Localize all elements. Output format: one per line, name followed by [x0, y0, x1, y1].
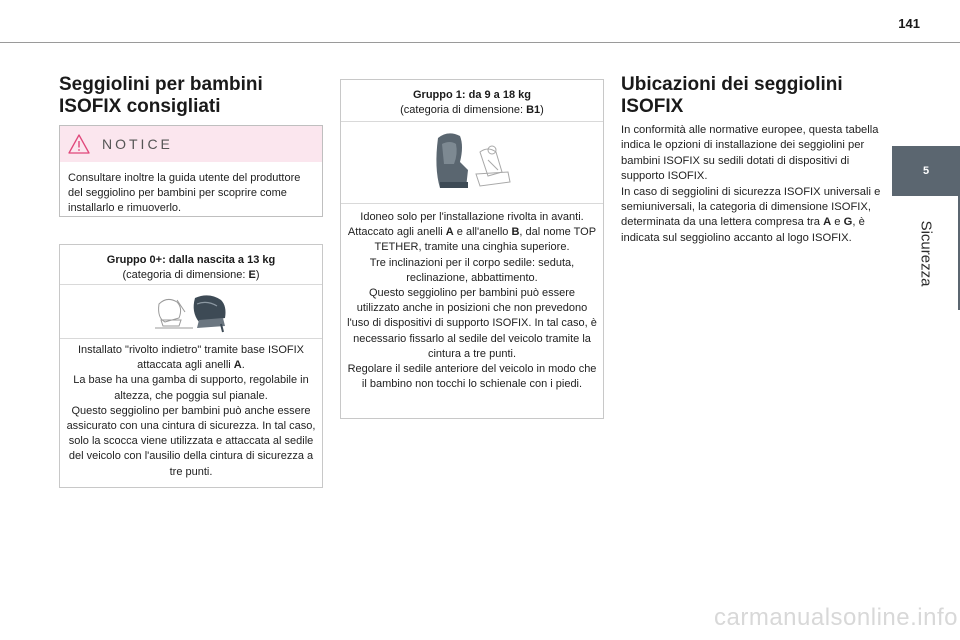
- forward-facing-seat-illustration: [432, 130, 512, 196]
- group1-line4: Questo seggiolino per bambini può essere utilizzato anche in posizioni che non prevedono l'uso di dispositivi di supporto ISOFIX. In tal caso, è necessario fissarlo al sedile del veicolo tramite la cintura a tre punti.: [347, 287, 597, 360]
- watermark: carmanualsonline.info: [714, 604, 958, 631]
- infant-carrier-with-base-illustration: [151, 290, 231, 334]
- notice-header: [60, 126, 322, 162]
- group1-line3: Tre inclinazioni per il corpo sedile: seduta, reclinazione, abbattimento.: [369, 256, 575, 284]
- chapter-number-tab[interactable]: 5: [892, 146, 960, 196]
- right-title-line2: ISOFIX: [621, 96, 684, 117]
- isofix-locations-text: [621, 123, 883, 246]
- group1-line5: Regolare il sedile anteriore del veicolo in modo che il bambino non tocchi lo schienale con i piedi.: [347, 363, 597, 391]
- group1-size-category: (categoria di dimensione: B1): [400, 104, 544, 116]
- group1-card: [340, 79, 604, 419]
- group0-image: [60, 285, 322, 339]
- isofix-para1: In conformità alle normative europee, questa tabella indica le opzioni di installazione dei seggiolini per bambini ISOFIX su sedili dotati di dispositivi di supporto ISOFIX.: [621, 124, 879, 183]
- chapter-label-tab[interactable]: [892, 196, 960, 310]
- group1-line1: Idoneo solo per l'installazione rivolta in avanti.: [360, 211, 584, 223]
- section-title-isofix-recommended: [59, 74, 329, 118]
- group0-title: Gruppo 0+: dalla nascita a 13 kg: [106, 254, 276, 266]
- page-number: 141: [898, 16, 920, 31]
- group1-line2: Attaccato agli anelli A e all'anello B, dal nome TOP TETHER, tramite una cinghia superiore.: [347, 226, 597, 254]
- group0-line2: La base ha una gamba di supporto, regolabile in altezza, che poggia sul pianale.: [73, 374, 309, 402]
- notice-text: Consultare inoltre la guida utente del produttore del seggiolino per bambini per scoprire come installarlo e rimuoverlo.: [68, 172, 301, 214]
- notice-box: [59, 125, 323, 217]
- group1-title: Gruppo 1: da 9 a 18 kg: [413, 89, 531, 101]
- group0-line3: Questo seggiolino per bambini può anche essere assicurato con una cintura di sicurezza. In tal caso, solo la scocca viene utilizzata e attaccata al sedile del veicolo con l'ausilio della cintura di sicurezza a tre punti.: [66, 404, 316, 478]
- group1-image: [341, 122, 603, 204]
- isofix-para2: In caso di seggiolini di sicurezza ISOFIX universali e semiuniversali, la categoria di dimensione ISOFIX, determinata da una lettera compresa tra A e G, è indicata sul seggiolino accanto al logo ISOFIX.: [621, 185, 881, 244]
- right-title-line1: Ubicazioni dei seggiolini: [621, 74, 843, 95]
- group1-description: [341, 204, 603, 392]
- section-title-isofix-locations: [621, 74, 891, 118]
- group1-header: [341, 80, 603, 122]
- notice-label: NOTICE: [102, 136, 173, 152]
- warning-triangle-icon: [68, 134, 90, 154]
- chapter-label: Sicurezza: [917, 220, 935, 286]
- group0-line1: Installato "rivolto indietro" tramite base ISOFIX attaccata agli anelli A.: [77, 344, 305, 372]
- group0-size-category: (categoria di dimensione: E): [122, 269, 260, 281]
- section-title-line2: ISOFIX consigliati: [59, 96, 221, 117]
- header-divider: [0, 42, 960, 43]
- section-title-line1: Seggiolini per bambini: [59, 74, 263, 95]
- group0-description: [60, 339, 322, 480]
- group0-header: [60, 245, 322, 285]
- group0-card: [59, 244, 323, 488]
